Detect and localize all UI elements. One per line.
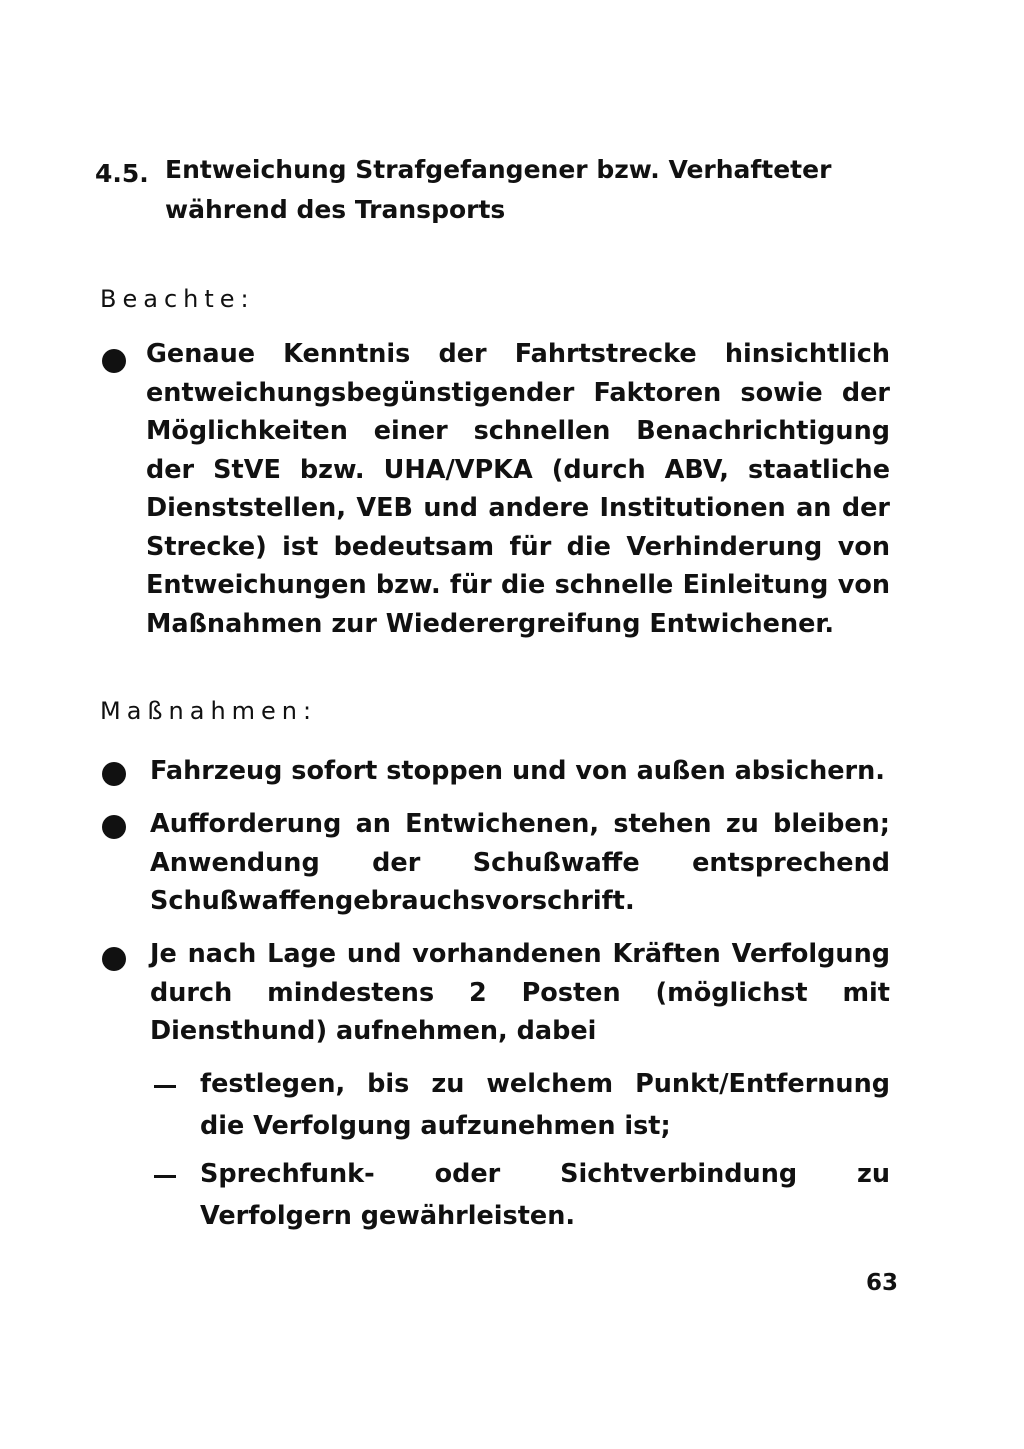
massnahmen-bullet-text: Je nach Lage und vorhandenen Kräften Verfolgung durch mindestens 2 Posten (möglichst mit Diensthund) aufnehmen, dabei <box>150 939 890 1046</box>
massnahmen-bullet-text: Aufforderung an Entwichenen, stehen zu bleiben; Anwendung der Schußwaffe entsprechend Schußwaffengebrauchsvorschrift. <box>150 809 890 916</box>
dash-icon <box>154 1175 176 1178</box>
massnahmen-bullet-text: Fahrzeug sofort stoppen und von außen absichern. <box>150 756 885 786</box>
page-number: 63 <box>865 1270 898 1296</box>
bullet-icon <box>102 815 126 839</box>
beachte-bullet-text: Genaue Kenntnis der Fahrtstrecke hinsichtlich entweichungsbegünstigender Faktoren sowie der Möglichkeiten einer schnellen Benachrichtigung der StVE bzw. UHA/VPKA (durch ABV, staatliche Dienststellen, VEB und andere Institutionen an der Strecke) ist bedeutsam für die Verhinderung von Entweichungen bzw. für die schnelle Einleitung von Maßnahmen zur Wiederergreifung Entwichener. <box>146 339 890 639</box>
section-title: Entweichung Strafgefangener bzw. Verhafteter während des Transports <box>165 155 832 224</box>
section-number: 4.5. <box>95 159 149 188</box>
massnahmen-label: Maßnahmen: <box>100 697 318 725</box>
sub-list-text: Sprechfunk- oder Sichtverbindung zu Verfolgern gewährleisten. <box>200 1159 890 1231</box>
sub-list-text: festlegen, bis zu welchem Punkt/Entfernung die Verfolgung aufzunehmen ist; <box>200 1069 890 1141</box>
bullet-icon <box>102 349 126 373</box>
dash-icon <box>154 1085 176 1088</box>
beachte-label: Beachte: <box>100 285 255 313</box>
bullet-icon <box>102 947 126 971</box>
bullet-icon <box>102 762 126 786</box>
